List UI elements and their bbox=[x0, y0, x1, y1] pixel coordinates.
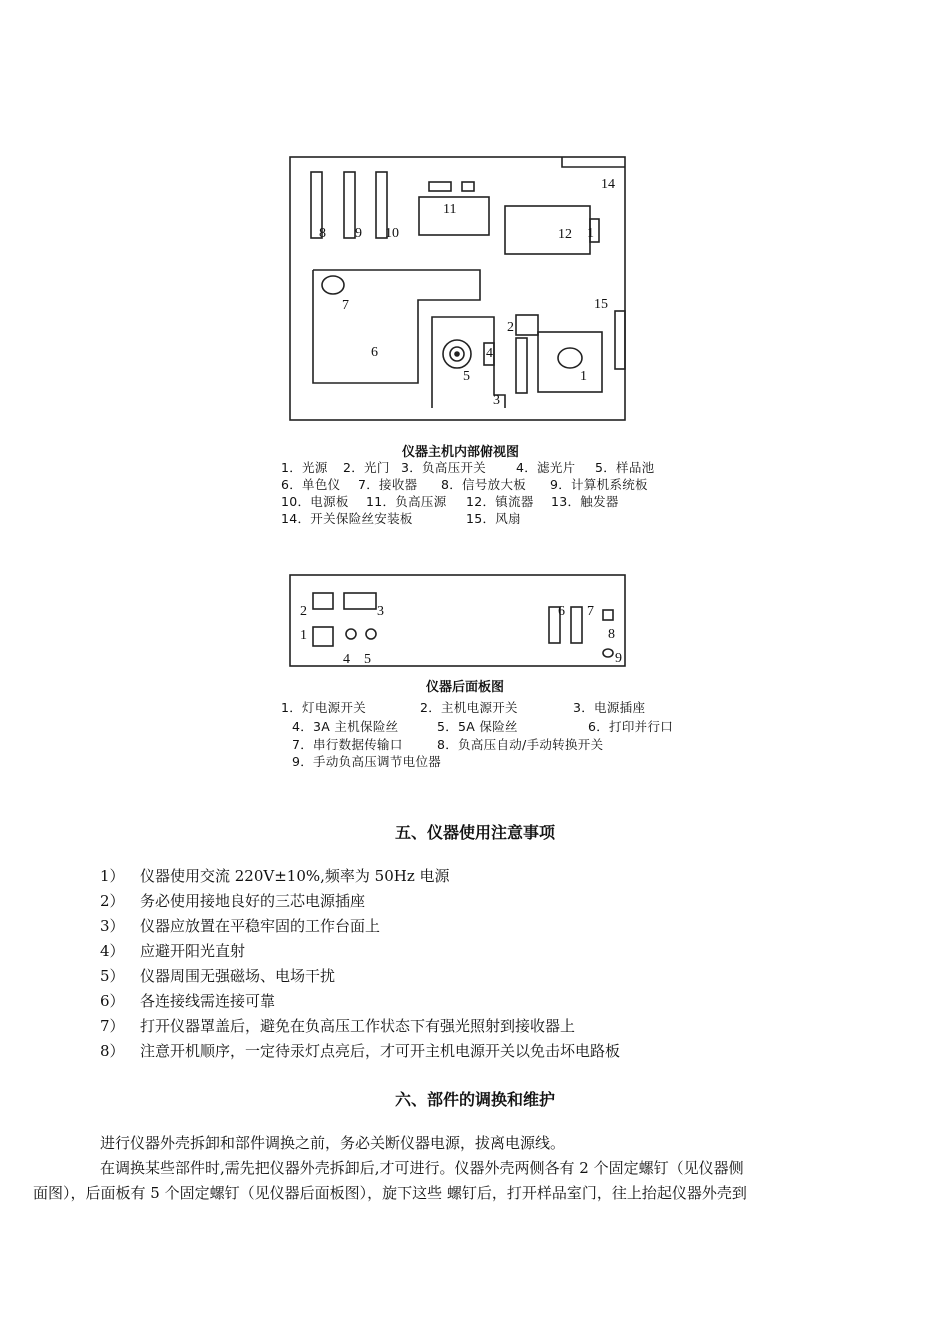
list-item bbox=[100, 914, 620, 939]
legend-item: 1．灯电源开关 bbox=[281, 700, 367, 715]
legend-item: 8．负高压自动/手动转换开关 bbox=[437, 737, 604, 752]
list-index: 2） bbox=[100, 892, 125, 910]
label-3: 3 bbox=[493, 393, 500, 408]
list-index: 3） bbox=[100, 917, 125, 935]
list-text: 各连接线需连接可靠 bbox=[140, 992, 276, 1010]
legend-item: 8．信号放大板 bbox=[441, 477, 527, 492]
paragraph: 在调换某些部件时,需先把仪器外壳拆卸后,才可进行。仪器外壳两侧各有 2 个固定螺钉（见仪器侧 bbox=[100, 1159, 744, 1177]
legend-item: 6．打印并行口 bbox=[588, 719, 674, 734]
rear-label-7: 7 bbox=[587, 604, 594, 619]
list-text: 务必使用接地良好的三芯电源插座 bbox=[140, 892, 366, 910]
label-10: 10 bbox=[385, 226, 399, 241]
legend-item: 4．3A 主机保险丝 bbox=[292, 719, 399, 734]
list-item bbox=[100, 964, 620, 989]
rear-label-9: 9 bbox=[615, 651, 622, 666]
legend-item: 1．光源 bbox=[281, 460, 328, 475]
list-text: 应避开阳光直射 bbox=[140, 942, 246, 960]
diagram1-title: 仪器主机内部俯视图 bbox=[402, 445, 520, 460]
legend-item: 9．手动负高压调节电位器 bbox=[292, 754, 442, 769]
label-9: 9 bbox=[355, 226, 362, 241]
rear-label-1: 1 bbox=[300, 628, 307, 643]
legend-item: 5．样品池 bbox=[595, 460, 655, 475]
legend-item: 9．计算机系统板 bbox=[550, 477, 648, 492]
legend-item: 6．单色仪 bbox=[281, 477, 341, 492]
legend-item: 13．触发器 bbox=[551, 494, 619, 509]
legend-item: 5．5A 保险丝 bbox=[437, 719, 518, 734]
legend-item: 7．接收器 bbox=[358, 477, 418, 492]
label-1: 1 bbox=[580, 369, 587, 384]
list-index: 5） bbox=[100, 967, 125, 985]
list-item bbox=[100, 939, 620, 964]
section5-heading: 五、仪器使用注意事项 bbox=[394, 823, 555, 842]
list-item bbox=[100, 889, 620, 914]
rear-label-4: 4 bbox=[343, 652, 350, 667]
list-item bbox=[100, 864, 620, 889]
rear-label-3: 3 bbox=[377, 604, 384, 619]
list-text: 仪器周围无强磁场、电场干扰 bbox=[140, 967, 336, 985]
legend-item: 2．主机电源开关 bbox=[420, 700, 518, 715]
legend-item: 10．电源板 bbox=[281, 494, 349, 509]
label-5: 5 bbox=[463, 369, 470, 384]
list-index: 1） bbox=[100, 867, 125, 885]
list-item bbox=[100, 1014, 620, 1039]
precautions-list bbox=[100, 864, 620, 1064]
label-8: 8 bbox=[319, 226, 326, 241]
rear-label-5: 5 bbox=[364, 652, 371, 667]
label-2: 2 bbox=[507, 320, 514, 335]
rear-label-2: 2 bbox=[300, 604, 307, 619]
legend-item: 12．镇流器 bbox=[466, 494, 534, 509]
legend-item: 3．负高压开关 bbox=[401, 460, 487, 475]
list-index: 7） bbox=[100, 1017, 125, 1035]
list-text: 注意开机顺序，一定待汞灯点亮后，才可开主机电源开关以免击坏电路板 bbox=[140, 1042, 621, 1060]
label-12: 12 bbox=[558, 227, 572, 242]
list-item bbox=[100, 989, 620, 1014]
list-index: 8） bbox=[100, 1042, 125, 1060]
list-text: 仪器使用交流 220V±10%,频率为 50Hz 电源 bbox=[140, 867, 450, 885]
rear-label-6: 6 bbox=[558, 604, 565, 619]
legend-item: 3．电源插座 bbox=[573, 700, 646, 715]
legend-item: 14．开关保险丝安装板 bbox=[281, 511, 413, 526]
label-13: 1 bbox=[587, 226, 594, 241]
section6-heading: 六、部件的调换和维护 bbox=[394, 1090, 555, 1109]
list-index: 6） bbox=[100, 992, 125, 1010]
legend-item: 7．串行数据传输口 bbox=[292, 737, 403, 752]
label-6: 6 bbox=[371, 345, 378, 360]
list-item bbox=[100, 1039, 620, 1064]
label-14: 14 bbox=[601, 177, 615, 192]
legend-item: 4．滤光片 bbox=[516, 460, 576, 475]
legend-item: 2．光门 bbox=[343, 460, 390, 475]
list-index: 4） bbox=[100, 942, 125, 960]
label-15: 15 bbox=[594, 297, 608, 312]
list-text: 仪器应放置在平稳牢固的工作台面上 bbox=[140, 917, 381, 935]
rear-label-8: 8 bbox=[608, 627, 615, 642]
list-text: 打开仪器罩盖后，避免在负高压工作状态下有强光照射到接收器上 bbox=[140, 1017, 576, 1035]
label-4: 4 bbox=[486, 346, 493, 361]
label-11: 11 bbox=[443, 202, 457, 217]
paragraph: 进行仪器外壳拆卸和部件调换之前，务必关断仪器电源，拔离电源线。 bbox=[100, 1134, 566, 1152]
legend-item: 11．负高压源 bbox=[366, 494, 447, 509]
label-7: 7 bbox=[342, 298, 349, 313]
legend-item: 15．风扇 bbox=[466, 511, 521, 526]
paragraph: 面图），后面板有 5 个固定螺钉（见仪器后面板图），旋下这些 螺钉后，打开样品室门，往上抬起仪器外壳到 bbox=[33, 1184, 747, 1202]
diagram2-title: 仪器后面板图 bbox=[426, 680, 505, 695]
